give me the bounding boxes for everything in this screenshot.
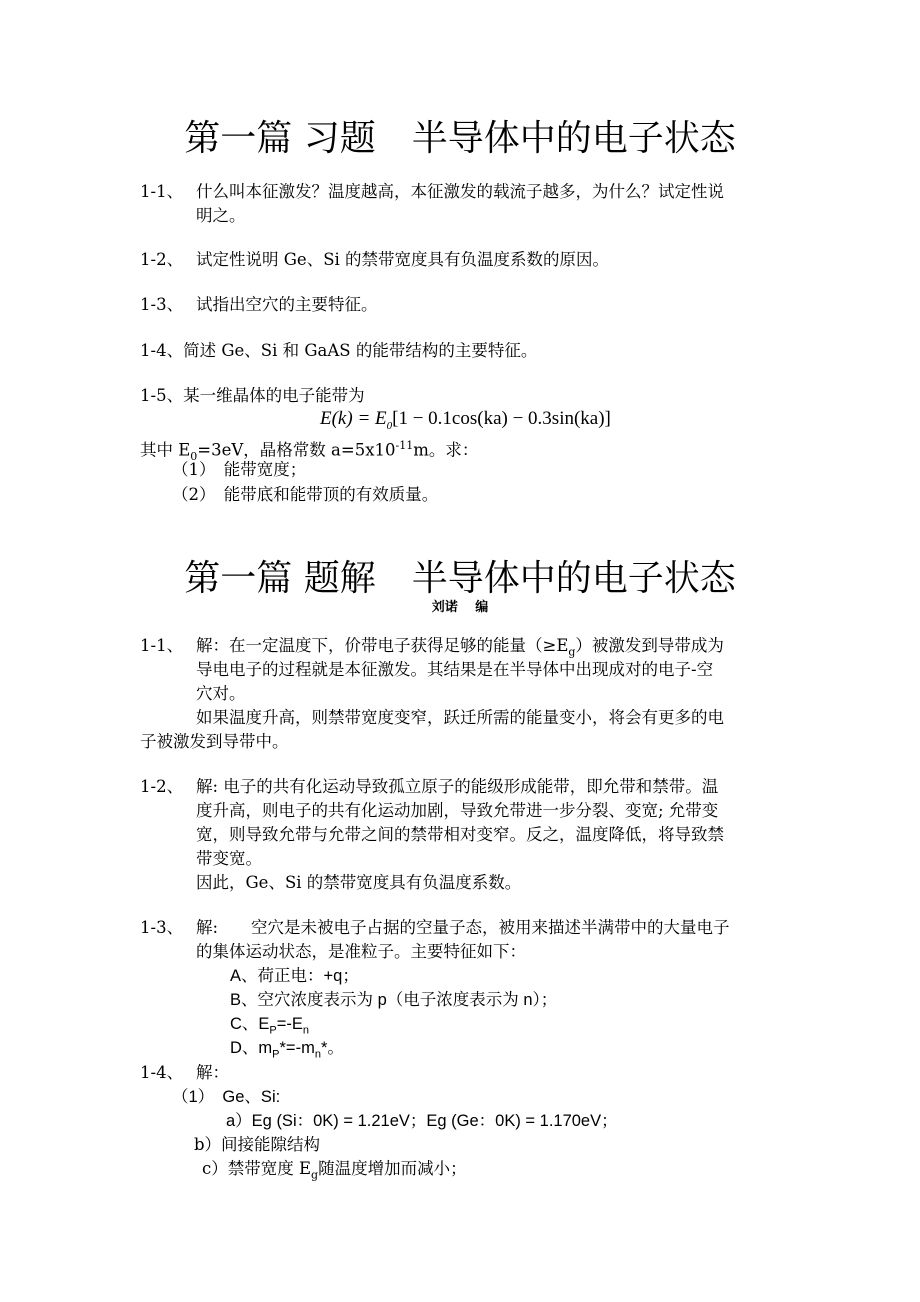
- s4-item-a: a）Eg (Si：0K) = 1.21eV；Eg (Ge：0K) = 1.170eV；: [226, 1112, 618, 1130]
- s4-part1: （1） Ge、Si:: [172, 1088, 281, 1106]
- s2-number: 1-2、: [140, 777, 184, 796]
- q5-sub1: （1） 能带宽度；: [172, 460, 307, 479]
- s3-number: 1-3、: [140, 918, 184, 937]
- s3-line1: 解: 空穴是未被电子占据的空量子态，被用来描述半满带中的大量电子: [196, 918, 730, 937]
- s3-item-a: A、荷正电：+q；: [230, 967, 359, 985]
- s2-line1: 解: 电子的共有化运动导致孤立原子的能级形成能带，即允带和禁带。温: [196, 777, 719, 796]
- author-line: 刘诺 编: [431, 600, 489, 615]
- exercises-title: 第一篇 习题 半导体中的电子状态: [184, 118, 736, 159]
- s3-item-b: B、空穴浓度表示为 p（电子浓度表示为 n）；: [230, 991, 558, 1009]
- s2-line2: 度升高，则电子的共有化运动加剧，导致允带进一步分裂、变宽; 允带变: [196, 801, 719, 820]
- s1-line2: 导电电子的过程就是本征激发。其结果是在半导体中出现成对的电子-空: [196, 660, 714, 679]
- s1-line1: 解：在一定温度下，价带电子获得足够的能量$(\ge E_g)$被激发到导带成为: [196, 636, 724, 659]
- s2-line4: 带变宽。: [196, 849, 262, 868]
- q5-sub2: （2） 能带底和能带顶的有效质量。: [172, 485, 439, 504]
- s4-item-b: b）间接能隙结构: [194, 1135, 321, 1154]
- s1-line5: 子被激发到导带中。: [140, 732, 289, 751]
- q4-text: 1-4、简述 Ge、Si 和 GaAS 的能带结构的主要特征。: [140, 341, 538, 360]
- solutions-title: 第一篇 题解 半导体中的电子状态: [184, 558, 736, 599]
- s1-number: 1-1、: [140, 636, 184, 655]
- q3-text: 试指出空穴的主要特征。: [196, 295, 378, 314]
- s4-item-c: c）禁带宽度 $E_g$随温度增加而减小；: [202, 1159, 467, 1182]
- s1-line3: 穴对。: [196, 684, 246, 703]
- q1-line2: 明之。: [196, 206, 246, 225]
- s4-number: 1-4、: [140, 1063, 184, 1082]
- s1-line4: 如果温度升高，则禁带宽度变窄，跃迁所需的能量变小，将会有更多的电: [196, 708, 724, 727]
- s3-item-d: D、$m_P*=-m_n*$。: [230, 1039, 344, 1061]
- q5-where: 其中 $E_0=3eV$，晶格常数 $a=5x10^{-11}m$。求：: [140, 439, 479, 463]
- s3-item-c: C、$E_P=-E_n$: [230, 1015, 310, 1037]
- s2-line3: 宽，则导致允带与允带之间的禁带相对变窄。反之，温度降低，将导致禁: [196, 825, 724, 844]
- q2-number: 1-2、: [140, 250, 184, 269]
- q5-equation: $E(k) = E_0[1 - 0.1\cos(ka) - 0.3\sin(ka)]$: [320, 408, 611, 432]
- q1-line1: 什么叫本征激发？温度越高，本征激发的载流子越多，为什么？试定性说: [196, 182, 724, 201]
- q5-text: 1-5、某一维晶体的电子能带为: [140, 386, 365, 405]
- q3-number: 1-3、: [140, 295, 184, 314]
- q1-number: 1-1、: [140, 182, 184, 201]
- q2-text: 试定性说明 Ge、Si 的禁带宽度具有负温度系数的原因。: [196, 250, 610, 269]
- s4-label: 解：: [196, 1063, 229, 1082]
- s2-line5: 因此，Ge、Si 的禁带宽度具有负温度系数。: [196, 873, 522, 892]
- s3-line2: 的集体运动状态，是准粒子。主要特征如下：: [196, 942, 526, 961]
